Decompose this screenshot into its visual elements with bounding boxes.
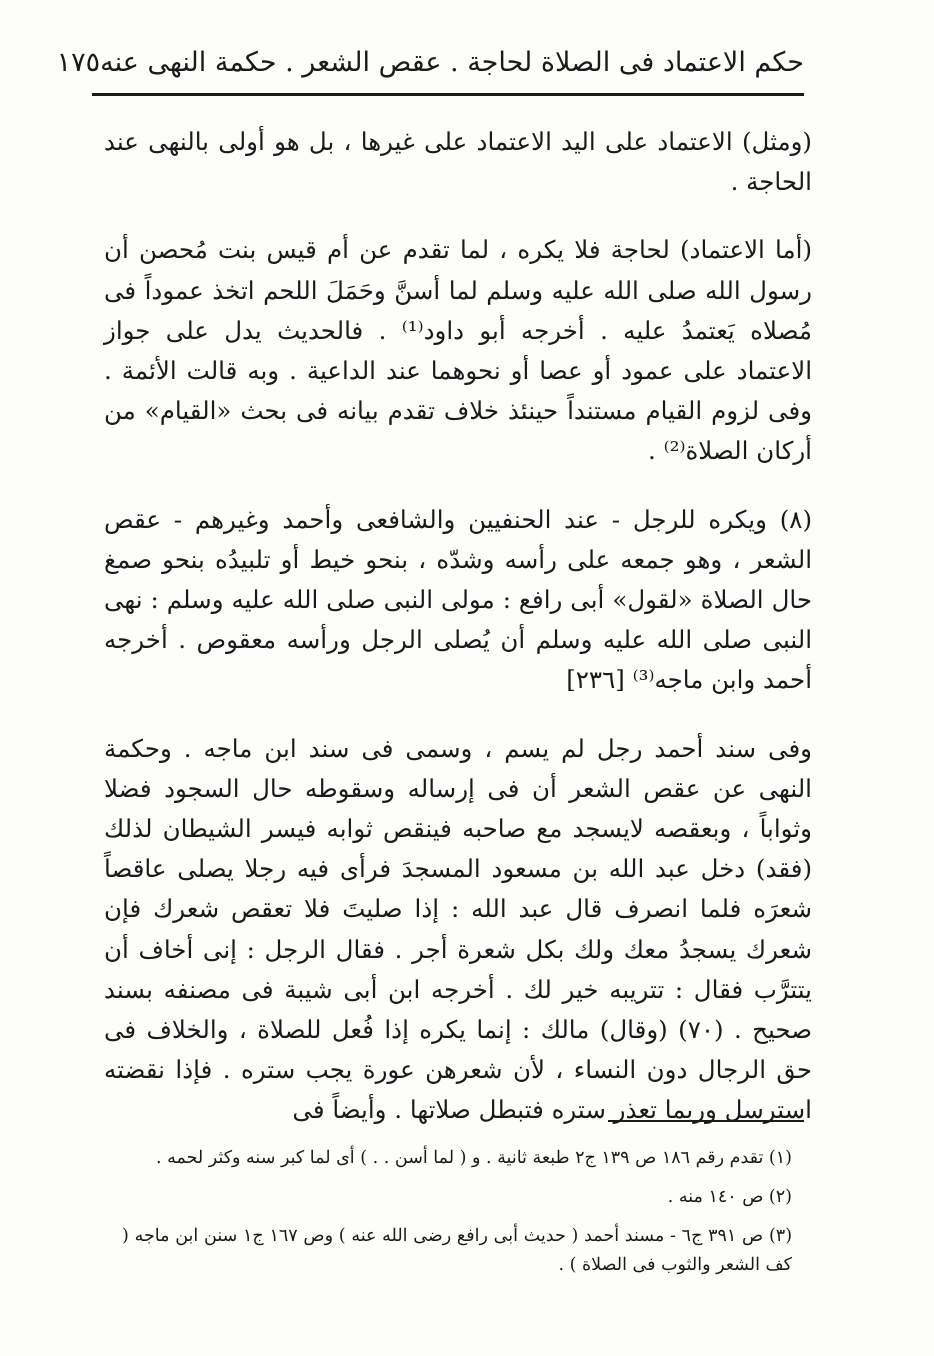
footnote: (٣) ص ٣٩١ ج٦ - مسند أحمد ( حديث أبى رافع رضى الله عنه ) وص ١٦٧ ج١ سنن ابن ماجه ( كف الشعر والثوب فى الصلاة ) . xyxy=(122,1226,793,1275)
paragraph: (٨) ويكره للرجل - عند الحنفيين والشافعى وأحمد وغيرهم - عقص الشعر ، وهو جمعه على رأسه وشدّه ، بنحو خيط أو تلبيدُه بنحو صمغ حال الصلاة «لقول» أبى رافع : مولى النبى صلى الله عليه وسلم : نهى النبى صلى الله عليه وسلم أن يُصلى الرجل ورأسه معقوص . أخرجه أحمد وابن ماجه⁽³⁾ [٢٣٦] xyxy=(104,504,812,695)
paragraph: وفى سند أحمد رجل لم يسم ، وسمى فى سند ابن ماجه . وحكمة النهى عن عقص الشعر أن فى إرساله وسقوطه حال السجود فضلا وثواباً ، وبعقصه لايسجد مع صاحبه فينقص ثوابه فيسر الشيطان لذلك (فقد) دخل عبد الله بن مسعود المسجدَ فرأى فيه رجلا يصلى عاقصاً شعرَه فلما انصرف قال عبد الله : إذا صليتَ فلا تعقص شعرك فإن شعرك يسجدُ معك ولك بكل شعرة أجر . فقال الرجل : إنى أخاف أن يتترَّب فقال : تتريبه خير لك . أخرجه ابن أبى شيبة فى مصنفه بسند صحيح . (٧٠) (وقال) مالك : إنما يكره إذا فُعل للصلاة ، والخلاف فى حق الرجال دون النساء ، لأن شعرهن عورة يجب ستره . فإذا نقضته استرسل وربما تعذر ستره فتبطل صلاتها . وأيضاً فى xyxy=(104,733,812,1125)
paragraph: (ومثل) الاعتماد على اليد الاعتماد على غيرها ، بل هو أولى بالنهى عند الحاجة . xyxy=(104,127,812,197)
page-number: ١٧٥ xyxy=(56,46,101,78)
footnote-divider xyxy=(608,1120,804,1122)
footnotes xyxy=(122,1144,792,1290)
main-text xyxy=(104,122,812,1159)
running-header-title: حكم الاعتماد فى الصلاة لحاجة . عقص الشعر . حكمة النهى عنه xyxy=(100,46,804,78)
footnote: (٢) ص ١٤٠ منه . xyxy=(667,1187,792,1207)
footnote: (١) تقدم رقم ١٨٦ ص ١٣٩ ج٢ طبعة ثانية . و ( لما أسن . . ) أى لما كبر سنه وكثر لحمه . xyxy=(155,1148,792,1168)
header-divider xyxy=(92,93,804,96)
running-header xyxy=(56,38,804,86)
paragraph: (أما الاعتماد) لحاجة فلا يكره ، لما تقدم عن أم قيس بنت مُحصن أن رسول الله صلى الله عليه وسلم لما أسنَّ وحَمَلَ اللحم اتخذ عموداً فى مُصلاه يَعتمدُ عليه . أخرجه أبو داود⁽¹⁾ . فالحديث يدل على جواز الاعتماد على عمود أو عصا أو نحوهما عند الداعية . وبه قالت الأئمة . وفى لزوم القيام مستنداً حينئذ خلاف تقدم بيانه فى بحث «القيام» من أركان الصلاة⁽²⁾ . xyxy=(104,235,812,466)
